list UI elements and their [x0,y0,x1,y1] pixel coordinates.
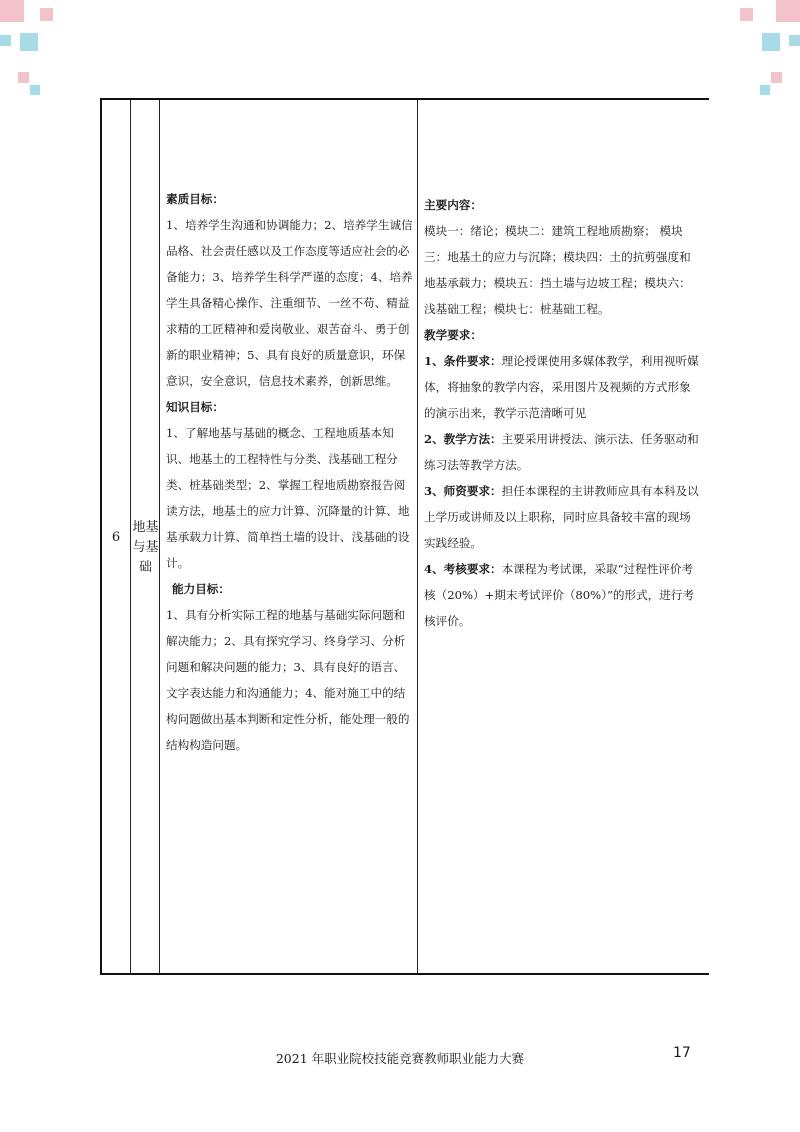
content-cell [424,192,702,634]
req-text: 担任本课程的主讲教师应具有本科及以上学历或讲师及以上职称，同时应具备较丰富的现场实践经验。 [424,484,699,550]
divider [417,100,418,973]
req-label: 1、条件要求： [424,354,502,368]
course-name: 地基与基础 [132,520,159,575]
req-label: 3、师资要求： [424,484,502,498]
req-text: 主要采用讲授法、演示法、任务驱动和练习法等教学方法。 [424,432,699,472]
ability-text: 1、具有分析实际工程的地基与基础实际问题和解决能力；2、具有探究学习、终身学习、分析问题和解决问题的能力；3、具有良好的语言、文字表达能力和沟通能力；4、能对施工中的结构问题做出基本判断和定性分析，能处理一般的结构构造问题。 [166,608,410,752]
knowledge-text: 1、了解地基与基础的概念、工程地质基本知识、地基土的工程特性与分类、浅基础工程分类、桩基础类型；2、掌握工程地质勘察报告阅读方法，地基土的应力计算、沉降量的计算、地基承载力计算、简单挡土墙的设计、浅基础的设计。 [166,426,410,570]
row-number: 6 [111,530,121,545]
req-text: 本课程为考试课，采取“过程性评价考核（20%）+期末考试评价（80%）”的形式，进行考核评价。 [424,562,695,628]
quality-text: 1、培养学生沟通和协调能力；2、培养学生诚信品格、社会责任感以及工作态度等适应社会的必备能力；3、培养学生科学严谨的态度；4、培养学生具备精心操作、注重细节、一丝不苟、精益求精的工匠精神和爱岗敬业、艰苦奋斗、勇于创新的职业精神；5、具有良好的质量意识，环保意识，安全意识，信息技术素养，创新思维。 [166,218,413,388]
page-number: 17 [673,1045,691,1061]
req-label: 2、教学方法： [424,432,502,446]
course-table [100,98,709,975]
main-content-heading: 主要内容： [424,198,482,212]
ability-heading: 能力目标： [172,582,230,596]
objectives-cell [166,186,416,758]
req-label: 4、考核要求： [424,562,502,576]
req-text: 理论授课使用多媒体教学，利用视听媒体，将抽象的教学内容，采用图片及视频的方式形象的演示出来，教学示范清晰可见 [424,354,699,420]
requirement-assessment [424,556,702,634]
teaching-requirements-heading: 教学要求： [424,328,482,342]
knowledge-heading: 知识目标： [166,400,224,414]
quality-heading: 素质目标： [166,192,224,206]
main-content-text: 模块一：绪论；模块二：建筑工程地质勘察； 模块三：地基土的应力与沉降；模块四：土的抗剪强度和地基承载力；模块五：挡土墙与边坡工程；模块六：浅基础工程；模块七：桩基础工程。 [424,224,691,316]
requirement-methods [424,426,702,478]
requirement-teachers [424,478,702,556]
footer-title: 2021 年职业院校技能竞赛教师职业能力大赛 [275,1051,525,1066]
requirement-conditions [424,348,702,426]
